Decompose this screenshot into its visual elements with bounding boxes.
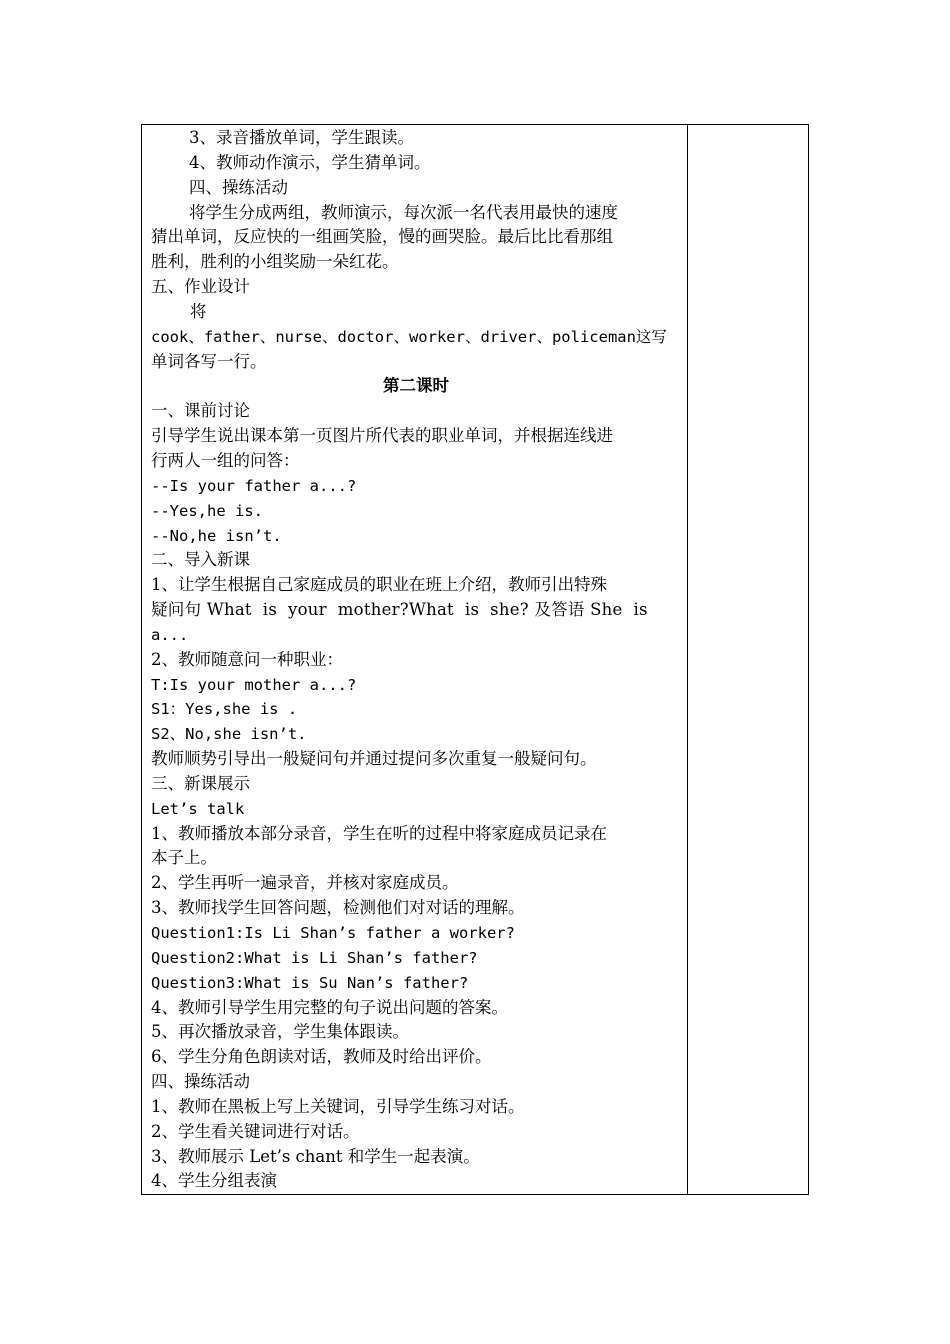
text-line: 6、学生分角色朗读对话，教师及时给出评价。 — [151, 1047, 492, 1067]
dialogue-line: T:Is your mother a...? — [151, 675, 357, 694]
dialogue-line: S2、No,she isn’t. — [151, 725, 307, 744]
section-heading: 三、新课展示 — [151, 773, 250, 793]
question-line: Question2:What is Li Shan’s father? — [151, 948, 478, 967]
text-line: 4、学生分组表演 — [151, 1171, 277, 1191]
dialogue-line: --Yes,he is. — [151, 501, 263, 520]
text-line: 2、教师随意问一种职业： — [151, 649, 343, 669]
text-line: 3、录音播放单词，学生跟读。 — [189, 128, 414, 147]
dialogue-line: S1：Yes,she is . — [151, 700, 298, 719]
text-line: 猜出单词，反应快的一组画笑脸，慢的画哭脸。最后比比看那组 — [151, 227, 613, 247]
section-heading: 五、作业设计 — [151, 277, 250, 297]
question-line: Question1:Is Li Shan’s father a worker? — [151, 924, 515, 942]
text-line: 3、教师展示 Let’s chant 和学生一起表演。 — [151, 1146, 480, 1166]
question-line: Question3:What is Su Nan’s father? — [151, 973, 469, 992]
text-line: a... — [151, 625, 189, 644]
lesson-title: 第二课时 — [383, 376, 449, 396]
text-line: 疑问句 What is your mother?What is she? 及答语 She is — [151, 600, 648, 620]
subsection-title: Let’s talk — [151, 799, 245, 818]
text-line: 3、教师找学生回答问题，检测他们对对话的理解。 — [151, 898, 525, 918]
lesson-content — [151, 126, 681, 1194]
section-heading: 二、导入新课 — [151, 550, 250, 570]
section-heading: 四、操练活动 — [189, 177, 288, 197]
text-line: 5、再次播放录音，学生集体跟读。 — [151, 1022, 409, 1042]
dialogue-line: --No,he isn’t. — [151, 526, 282, 545]
text-line: 4、教师动作演示，学生猜单词。 — [189, 152, 431, 172]
text-line: 2、学生再听一遍录音，并核对家庭成员。 — [151, 873, 459, 893]
text-line: 1、教师播放本部分录音，学生在听的过程中将家庭成员记录在 — [151, 823, 607, 843]
text-line: 将学生分成两组，教师演示，每次派一名代表用最快的速度 — [189, 202, 618, 222]
dialogue-line: --Is your father a...? — [151, 476, 357, 495]
text-line: 教师顺势引导出一般疑问句并通过提问多次重复一般疑问句。 — [151, 749, 597, 769]
text-line: 胜利，胜利的小组奖励一朵红花。 — [151, 252, 399, 272]
section-heading: 一、课前讨论 — [151, 401, 250, 421]
text-line: 单词各写一行。 — [151, 351, 267, 371]
text-line: 4、教师引导学生用完整的句子说出问题的答案。 — [151, 997, 508, 1017]
text-line: 本子上。 — [151, 848, 217, 868]
section-heading: 四、操练活动 — [151, 1072, 250, 1092]
text-line: 1、教师在黑板上写上关键词，引导学生练习对话。 — [151, 1096, 525, 1116]
text-line: 行两人一组的问答： — [151, 450, 300, 470]
text-line: cook、father、nurse、doctor、worker、driver、policeman这写 — [151, 327, 667, 346]
lesson-plan-table — [141, 124, 809, 1195]
text-line: 引导学生说出课本第一页图片所代表的职业单词，并根据连线进 — [151, 426, 613, 446]
text-line: 1、让学生根据自己家庭成员的职业在班上介绍，教师引出特殊 — [151, 575, 607, 595]
text-line: 将 — [190, 301, 207, 321]
column-divider — [687, 125, 688, 1194]
text-line: 2、学生看关键词进行对话。 — [151, 1121, 360, 1141]
